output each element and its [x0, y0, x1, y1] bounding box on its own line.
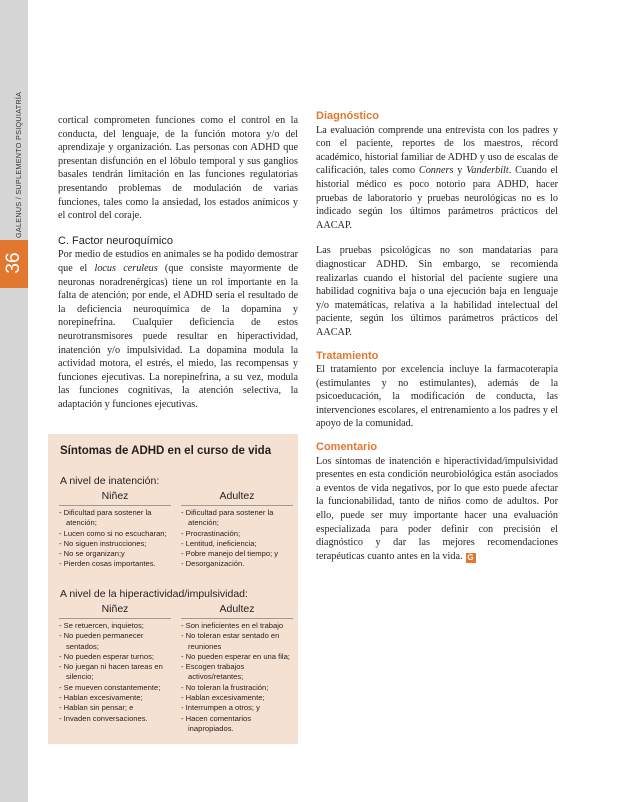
inattention-children-list — [59, 508, 171, 570]
comentario-paragraph: Los síntomas de inatención e hiperactividad/impulsividad presentes en esta condición neurobiológica están asociados a eventos de vida negativos, por lo que esto puede afectar la funcionabilidad, tanto de niños como de adultos. Por ello, puede ser muy importante hacer una evaluación especializada para poder definir con precisión el diagnóstico y dar las mejores recomendaciones terapéuticas cuanto antes en la vida. G — [316, 455, 558, 562]
locus-ceruleus-term: locus ceruleus — [94, 262, 158, 274]
list-item: - No juegan ni hacen tareas en silencio; — [59, 662, 171, 683]
inattention-label: A nivel de inatención: — [60, 475, 160, 487]
divider — [181, 618, 293, 619]
hyperactivity-children-header: Niñez — [101, 603, 129, 615]
list-item: - Interrumpen a otros; y — [181, 703, 293, 713]
left-paragraph-2: Por medio de estudios en animales se ha podido demostrar que el locus ceruleus (que consiste mayormente de neuronas noradrenérgicas) tiene un rol importante en la falta de atención; por ende, el ADHD sería el resultado de la deficiencia neuroquímica de la dopamina y norepinefrina. Cualquier deficiencia de estos neurotransmisores puede resultar en hiperactividad, inatención y/o impulsividad. La dopamina modula la actividad motora, el estrés, el miedo, las recompensas y funciones ejecutivas. La norepinefrina, a su vez, modula las funciones cognitivas, la atención selectiva, la adaptación y funciones ejecutivas. — [58, 249, 298, 410]
list-item: - Lentitud, ineficiencia; — [181, 539, 293, 549]
diagnostico-paragraph-1: La evaluación comprende una entrevista con los padres y con el paciente, reportes de los maestros, récord académico, historial familiar de ADHD y uso de escalas de calificación, tales como Conners y Vanderbilt. Cuando el historial médico es poco notorio para ADHD, hacer pruebas de laboratorio y pruebas neurológicas no es lo indicado según los últimos parámetros prácticos del AACAP. — [316, 124, 559, 231]
diagnostico-heading: Diagnóstico — [316, 110, 379, 122]
list-item: - Se retuercen, inquietos; — [59, 621, 171, 631]
hyperactivity-adult-list — [181, 621, 293, 734]
page-number: 36 — [3, 252, 24, 274]
list-item: - Dificultad para sostener la atención; — [181, 508, 293, 529]
list-item: - Pierden cosas importantes. — [59, 559, 171, 569]
divider — [181, 505, 293, 506]
list-item: - Desorganización. — [181, 559, 293, 569]
list-item: - Dificultad para sostener la atención; — [59, 508, 171, 529]
symptoms-box-title: Síntomas de ADHD en el curso de vida — [60, 445, 272, 457]
list-item: - Se mueven constantemente; — [59, 683, 171, 693]
page-number-tab — [0, 240, 28, 288]
list-item: - No toleran estar sentado en reuniones — [181, 631, 293, 652]
section-heading-neuroquimico: C. Factor neuroquímico — [58, 234, 173, 247]
divider — [59, 505, 171, 506]
left-column — [58, 114, 298, 411]
running-head: GALENUS / SUPLEMENTO PSIQUIATRÍA — [14, 91, 23, 238]
list-item: - No pueden esperar en una fila; — [181, 652, 293, 662]
list-item: - Hacen comentarios inapropiados. — [181, 714, 293, 735]
list-item: - Invaden conversaciones. — [59, 714, 171, 724]
hyperactivity-children-list — [59, 621, 171, 724]
end-of-article-icon: G — [467, 552, 474, 562]
list-item: - Hablan sin pensar; e — [59, 703, 171, 713]
inattention-adult-list — [181, 508, 293, 570]
symptoms-box — [48, 434, 298, 744]
inattention-adult-header: Adultez — [219, 490, 255, 502]
list-item: - Lucen como si no escucharan; — [59, 529, 171, 539]
tratamiento-paragraph: El tratamiento por excelencia incluye la farmacoterapia (estimulantes y no estimulantes), además de la psicoeducación, la modificación de conducta, las intervenciones escolares, el entrenamiento a los padres y el apoyo de la comunidad. — [316, 364, 558, 430]
list-item: - Pobre manejo del tiempo; y — [181, 549, 293, 559]
list-item: - Hablan excesivamente; — [59, 693, 171, 703]
tratamiento-heading: Tratamiento — [316, 349, 379, 362]
list-item: - Hablan excesivamente; — [181, 693, 293, 703]
hyperactivity-adult-header: Adultez — [219, 603, 255, 615]
list-item: - Escogen trabajos activos/retantes; — [181, 662, 293, 683]
list-item: - Procrastinación; — [181, 529, 293, 539]
left-paragraph-1: cortical comprometen funciones como el control en la conducta, del lenguaje, de la función motora y/o del aprendizaje y organización. Las personas con ADHD que presentan disfunción en el lóbulo temporal y sus ganglios basales tendrán limitación en las funciones regulatorias presentando problemas de modulación de varias funciones, tales como la ansiedad, los estados anímicos y el control del coraje. — [58, 115, 298, 222]
list-item: - No siguen instrucciones; — [59, 539, 171, 549]
inattention-children-header: Niñez — [101, 490, 129, 502]
list-item: - No pueden esperar turnos; — [59, 652, 171, 662]
diagnostico-paragraph-2: Las pruebas psicológicas no son mandatarias para diagnosticar ADHD. Sin embargo, se recomienda realizarlas cuando el historial del paciente sugiere una habilidad cognitiva baja o una ejecución baja en lenguaje y/o matemáticas, relativa a la habilidad intelectual del paciente, según los últimos parámetros prácticos del AACAP. — [316, 245, 558, 338]
divider — [59, 618, 171, 619]
right-column — [316, 110, 558, 563]
list-item: - No toleran la frustración; — [181, 683, 293, 693]
list-item: - No se organizan;y — [59, 549, 171, 559]
vanderbilt-scale: Vanderbilt — [466, 165, 509, 177]
conners-scale: Conners — [418, 165, 454, 177]
list-item: - Son ineficientes en el trabajo — [181, 621, 293, 631]
list-item: - No pueden permanecer sentados; — [59, 631, 171, 652]
comentario-heading: Comentario — [316, 441, 378, 454]
hyperactivity-label: A nivel de la hiperactividad/impulsividad: — [60, 588, 248, 600]
